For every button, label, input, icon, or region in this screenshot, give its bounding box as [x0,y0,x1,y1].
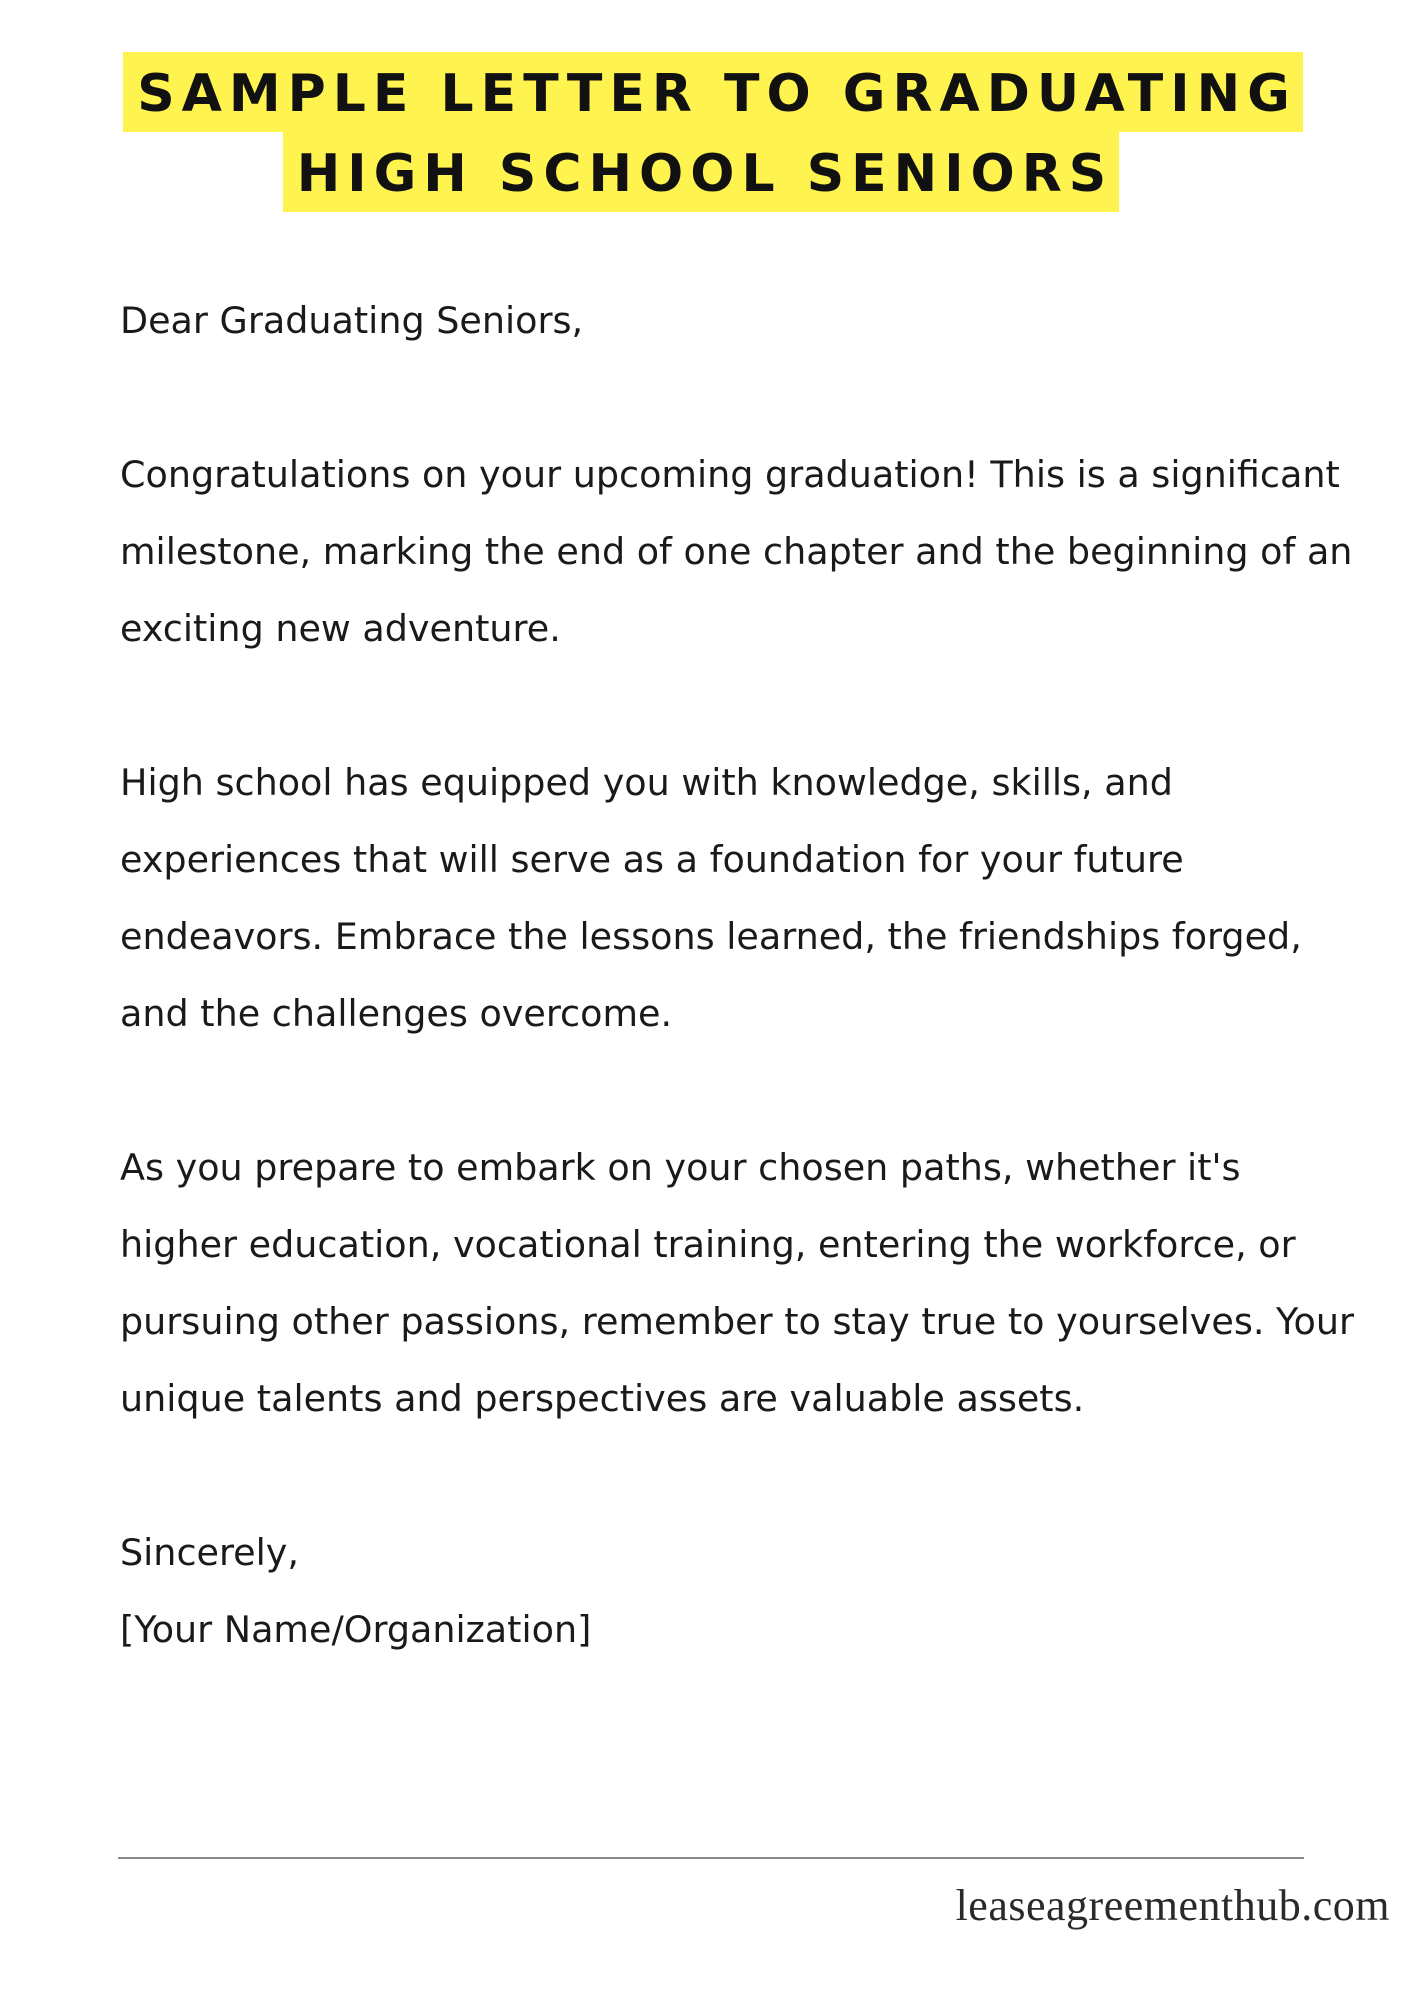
footer-site: leaseagreementhub.com [955,1881,1390,1930]
footer-divider [118,1857,1304,1859]
paragraph-3: As you prepare to embark on your chosen paths, whether it's higher education, vocational training, entering the workforce, or pursuing other passions, remember to stay true to yourselves. Your unique talents and perspectives are valuable assets. [120,1146,1354,1420]
closing: Sincerely, [120,1531,299,1574]
closing-block [120,1514,1360,1668]
letter-body [120,282,1360,1668]
salutation: Dear Graduating Seniors, [120,299,584,342]
paragraph-2: High school has equipped you with knowledge, skills, and experiences that will serve as a foundation for your future endeavors. Embrace the lessons learned, the friendships forged, and the challenges overcome. [120,761,1302,1035]
signature: [Your Name/Organization] [120,1608,592,1651]
paragraph-1: Congratulations on your upcoming graduation! This is a significant milestone, marking the end of one chapter and the beginning of an exciting new adventure. [120,453,1353,650]
title-line-2: HIGH SCHOOL SENIORS [283,132,1120,212]
title-line-1: SAMPLE LETTER TO GRADUATING [123,52,1303,132]
page-title [0,52,1414,212]
